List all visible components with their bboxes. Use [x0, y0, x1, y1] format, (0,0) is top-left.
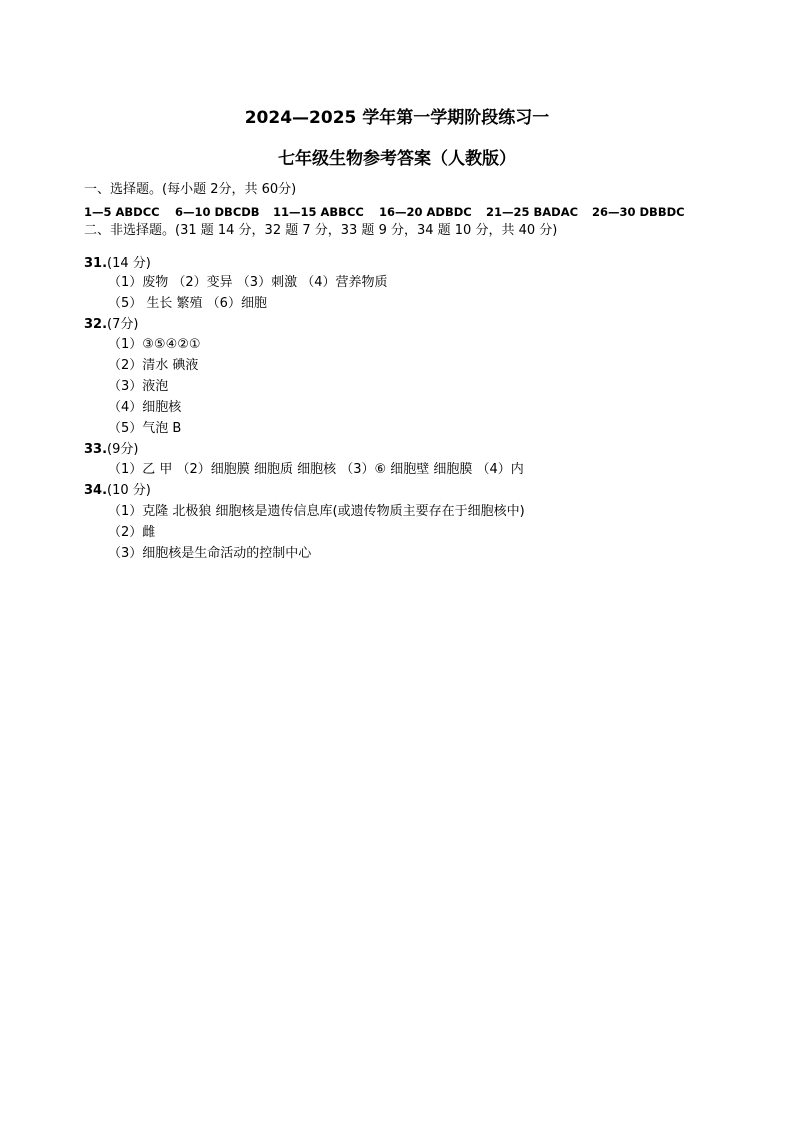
question-number: 34. [84, 483, 108, 498]
answer-line: （1）③⑤④②① [108, 337, 201, 352]
section-heading-multiple-choice: 一、选择题。(每小题 2分，共 60分) [84, 182, 297, 197]
document-subtitle: 七年级生物参考答案（人教版） [278, 149, 516, 169]
question-header [84, 482, 151, 500]
answer-group: 1—5 ABDCC [84, 205, 160, 219]
question-number: 31. [84, 256, 108, 271]
answer-line: （5）气泡 B [108, 421, 182, 436]
answer-line: （1）废物 （2）变异 （3）刺激 （4）营养物质 [108, 275, 388, 290]
question-score: (9分) [107, 442, 139, 457]
answer-line: （1）克隆 北极狼 细胞核是遗传信息库(或遗传物质主要存在于细胞核中) [108, 504, 525, 519]
question-header [84, 255, 151, 273]
answer-group: 26—30 DBBDC [592, 205, 685, 219]
question-header [84, 316, 138, 334]
question-score: (10 分) [107, 483, 151, 498]
answer-group: 6—10 DBCDB [175, 205, 260, 219]
question-number: 33. [84, 442, 108, 457]
multiple-choice-answers [84, 203, 685, 221]
answer-group: 16—20 ADBDC [379, 205, 472, 219]
answer-line: （2）清水 碘液 [108, 358, 199, 373]
document-title: 2024—2025 学年第一学期阶段练习一 [244, 108, 550, 128]
answer-group: 21—25 BADAC [486, 205, 579, 219]
answer-line: （3）液泡 [108, 379, 169, 394]
question-score: (7分) [107, 317, 139, 332]
question-score: (14 分) [107, 256, 151, 271]
question-number: 32. [84, 317, 108, 332]
answer-line: （1）乙 甲 （2）细胞膜 细胞质 细胞核 （3）⑥ 细胞壁 细胞膜 （4）内 [108, 462, 524, 477]
section-heading-non-choice: 二、非选择题。(31 题 14 分，32 题 7 分，33 题 9 分，34 题 10 分，共 40 分) [84, 223, 558, 238]
answer-line: （2）雌 [108, 525, 156, 540]
question-header [84, 441, 138, 459]
answer-line: （4）细胞核 [108, 400, 182, 415]
answer-line: （3）细胞核是生命活动的控制中心 [108, 546, 312, 561]
answer-line: （5） 生长 繁殖 （6）细胞 [108, 296, 267, 311]
answer-group: 11—15 ABBCC [273, 205, 364, 219]
